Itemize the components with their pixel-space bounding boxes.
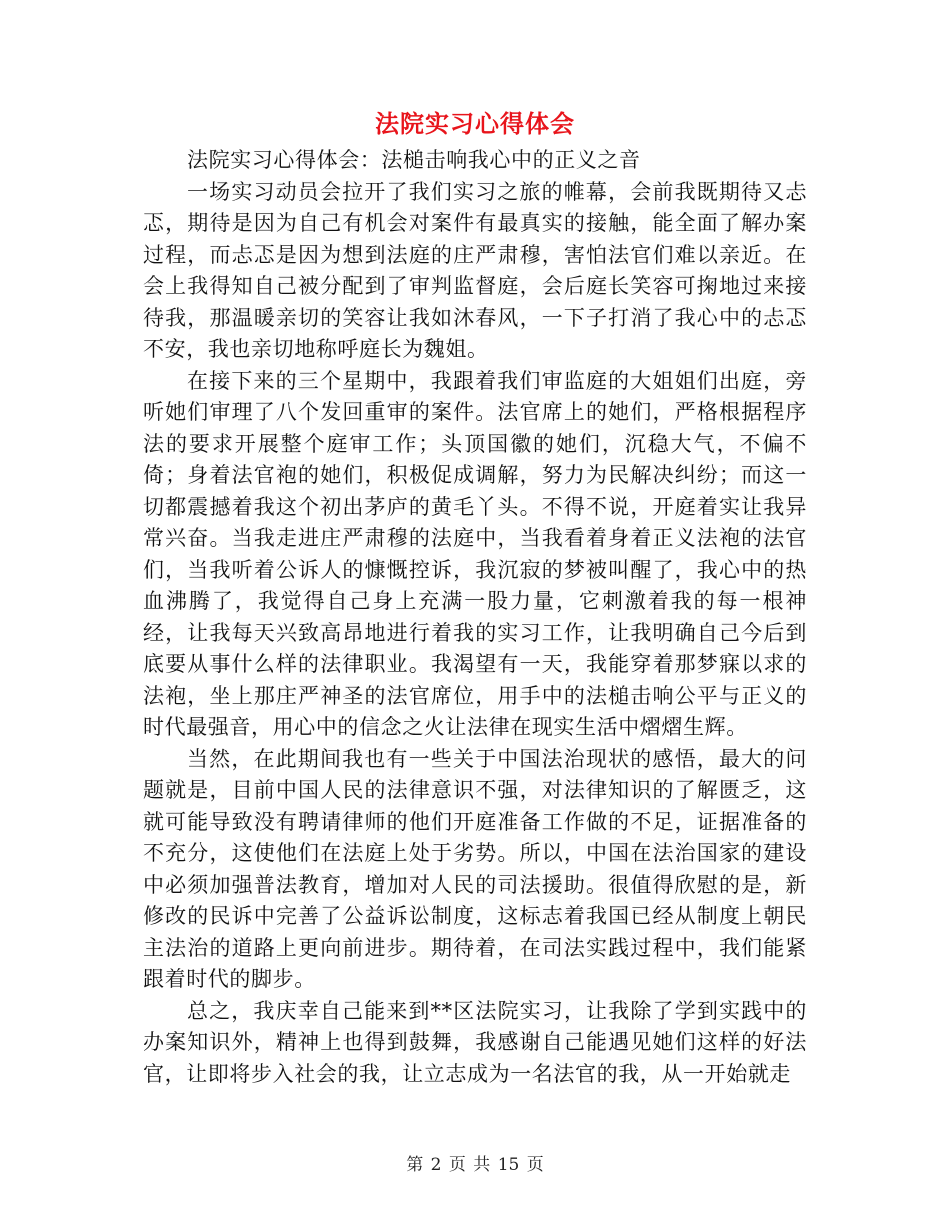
paragraph-2: 在接下来的三个星期中，我跟着我们审监庭的大姐姐们出庭，旁听她们审理了八个发回重审的案件。法官席上的她们，严格根据程序法的要求开展整个庭审工作；头顶国徽的她们，沉稳大气，不偏不倚；身着法官袍的她们，积极促成调解，努力为民解决纠纷；而这一切都震撼着我这个初出茅庐的黄毛丫头。不得不说，开庭着实让我异常兴奋。当我走进庄严肃穆的法庭中，当我看着身着正义法袍的法官们，当我听着公诉人的慷慨控诉，我沉寂的梦被叫醒了，我心中的热血沸腾了，我觉得自己身上充满一股力量，它刺激着我的每一根神经，让我每天兴致高昂地进行着我的实习工作，让我明确自己今后到底要从事什么样的法律职业。我渴望有一天，我能穿着那梦寐以求的法袍，坐上那庄严神圣的法官席位，用手中的法槌击响公平与正义的时代最强音，用心中的信念之火让法律在现实生活中熠熠生辉。 (143, 368, 807, 739)
document-title: 法院实习心得体会 (375, 109, 575, 138)
paragraph-1: 一场实习动员会拉开了我们实习之旅的帷幕，会前我既期待又忐忑，期待是因为自己有机会对案件有最真实的接触，能全面了解办案过程，而忐忑是因为想到法庭的庄严肃穆，害怕法官们难以亲近。在会上我得知自己被分配到了审判监督庭，会后庭长笑容可掬地过来接待我，那温暖亲切的笑容让我如沐春风，一下子打消了我心中的忐忑不安，我也亲切地称呼庭长为魏姐。 (143, 179, 807, 361)
document-body (143, 145, 807, 1090)
document-subtitle: 法院实习心得体会：法槌击响我心中的正义之音 (187, 148, 641, 172)
page-number-footer: 第 2 页 共 15 页 (406, 1155, 544, 1175)
paragraph-3: 当然，在此期间我也有一些关于中国法治现状的感悟，最大的问题就是，目前中国人民的法律意识不强，对法律知识的了解匮乏，这就可能导致没有聘请律师的他们开庭准备工作做的不足，证据准备的不充分，这使他们在法庭上处于劣势。所以，中国在法治国家的建设中必须加强普法教育，增加对人民的司法援助。很值得欣慰的是，新修改的民诉中完善了公益诉讼制度，这标志着我国已经从制度上朝民主法治的道路上更向前进步。期待着，在司法实践过程中，我们能紧跟着时代的脚步。 (143, 746, 807, 991)
paragraph-4: 总之，我庆幸自己能来到**区法院实习，让我除了学到实践中的办案知识外，精神上也得到鼓舞，我感谢自己能遇见她们这样的好法官，让即将步入社会的我，让立志成为一名法官的我，从一开始就走 (143, 998, 807, 1086)
